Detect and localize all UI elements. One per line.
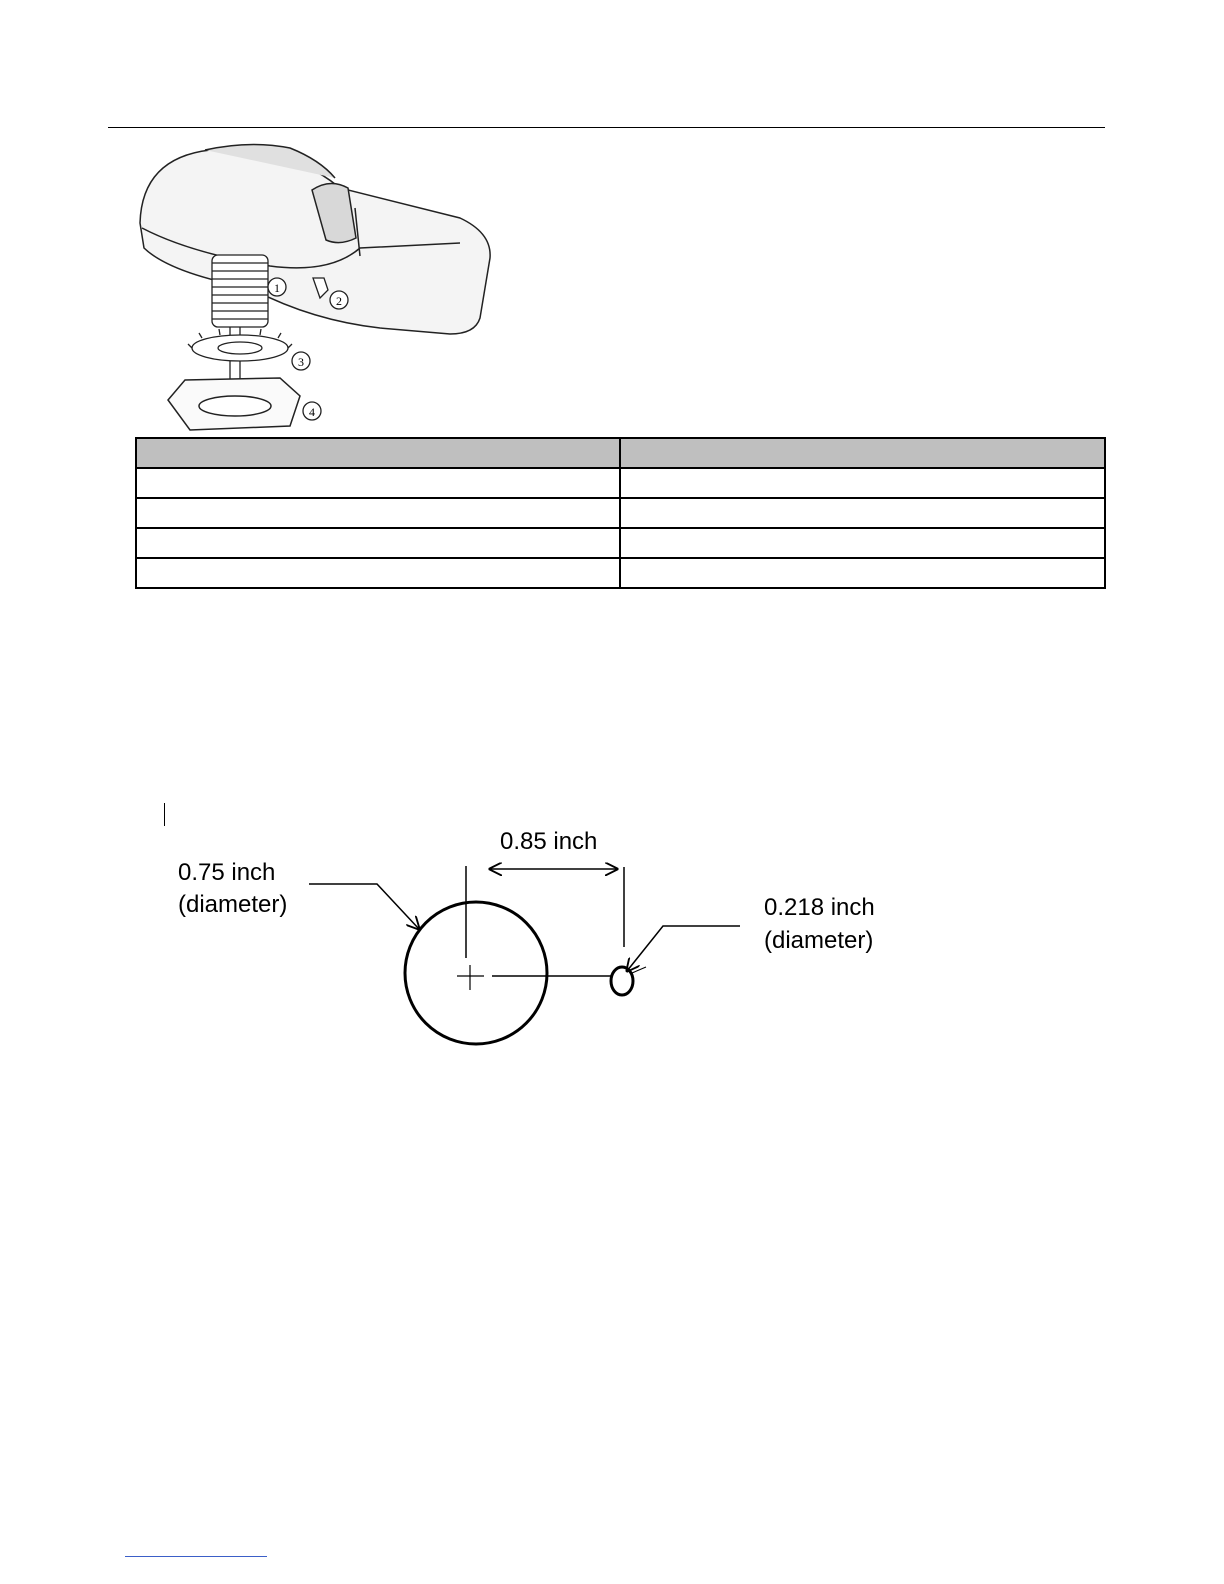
large-hole-label-line1: 0.75 inch <box>178 859 276 886</box>
table-header-cell <box>620 438 1105 468</box>
table-header-row <box>136 438 1105 468</box>
svg-text:4: 4 <box>309 405 315 419</box>
callout-1 <box>268 278 286 296</box>
callout-2 <box>330 291 348 309</box>
footnote-separator <box>125 1556 267 1557</box>
table-cell <box>620 498 1105 528</box>
small-hole-tick <box>632 967 646 973</box>
parts-table <box>135 437 1106 589</box>
text-cursor <box>164 803 165 826</box>
svg-text:1: 1 <box>274 281 280 295</box>
callout-4 <box>303 402 321 420</box>
table-cell <box>620 558 1105 588</box>
table-cell <box>620 468 1105 498</box>
callout-3 <box>292 352 310 370</box>
table-cell <box>136 468 620 498</box>
header-rule <box>108 127 1105 128</box>
large-hole-leader <box>309 884 419 929</box>
table-header-cell <box>136 438 620 468</box>
small-hole-leader <box>627 926 740 971</box>
small-hole-label-line2: (diameter) <box>764 927 874 954</box>
table-row <box>136 558 1105 588</box>
large-hole-label-line2: (diameter) <box>178 891 288 918</box>
device-body <box>140 144 490 334</box>
svg-text:3: 3 <box>298 355 304 369</box>
mount-exploded-illustration <box>130 138 500 438</box>
table-cell <box>136 558 620 588</box>
small-hole-outline <box>611 967 633 995</box>
table-row <box>136 498 1105 528</box>
table-cell <box>136 528 620 558</box>
mounting-nut <box>168 378 300 430</box>
table-row <box>136 468 1105 498</box>
table-cell <box>136 498 620 528</box>
svg-text:2: 2 <box>336 294 342 308</box>
spacing-label: 0.85 inch <box>500 828 598 855</box>
small-hole-label-line1: 0.218 inch <box>764 894 875 921</box>
table-row <box>136 528 1105 558</box>
large-hole-outline <box>405 902 547 1044</box>
table-cell <box>620 528 1105 558</box>
